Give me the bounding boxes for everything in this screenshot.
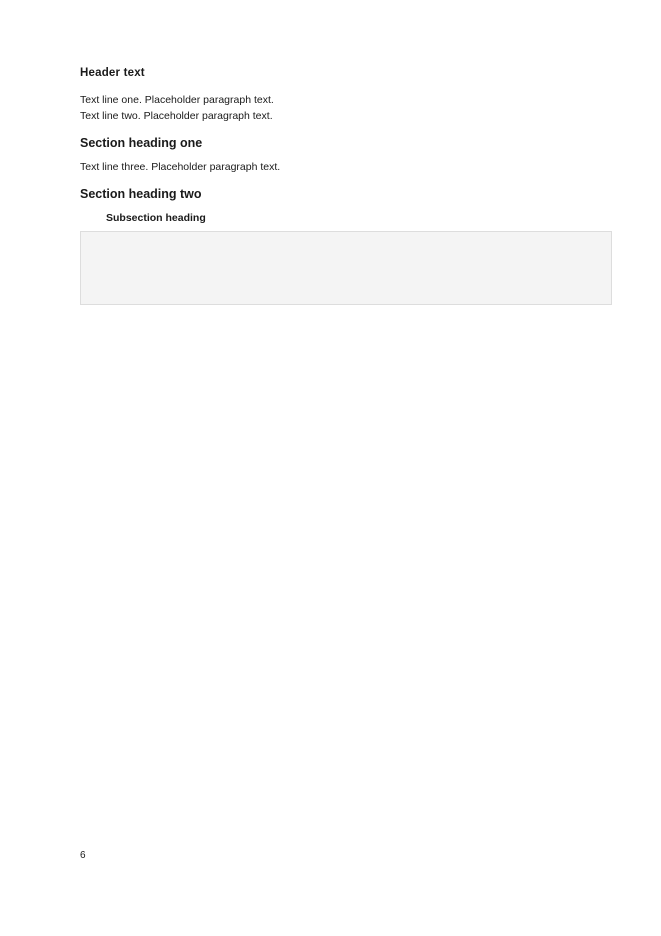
paragraph: Text line one. Placeholder paragraph text. [80,94,274,106]
formula-area [80,231,612,305]
paragraph: Text line three. Placeholder paragraph text. [80,161,281,174]
subsection-heading: Subsection heading [106,212,206,225]
paragraph: Text line two. Placeholder paragraph text. [80,110,273,123]
page-number: 6 [80,850,86,861]
section-heading: Section heading two [80,186,202,201]
document-header: Header text [80,67,145,79]
document-body [80,94,612,311]
section-heading: Section heading one [80,135,203,150]
